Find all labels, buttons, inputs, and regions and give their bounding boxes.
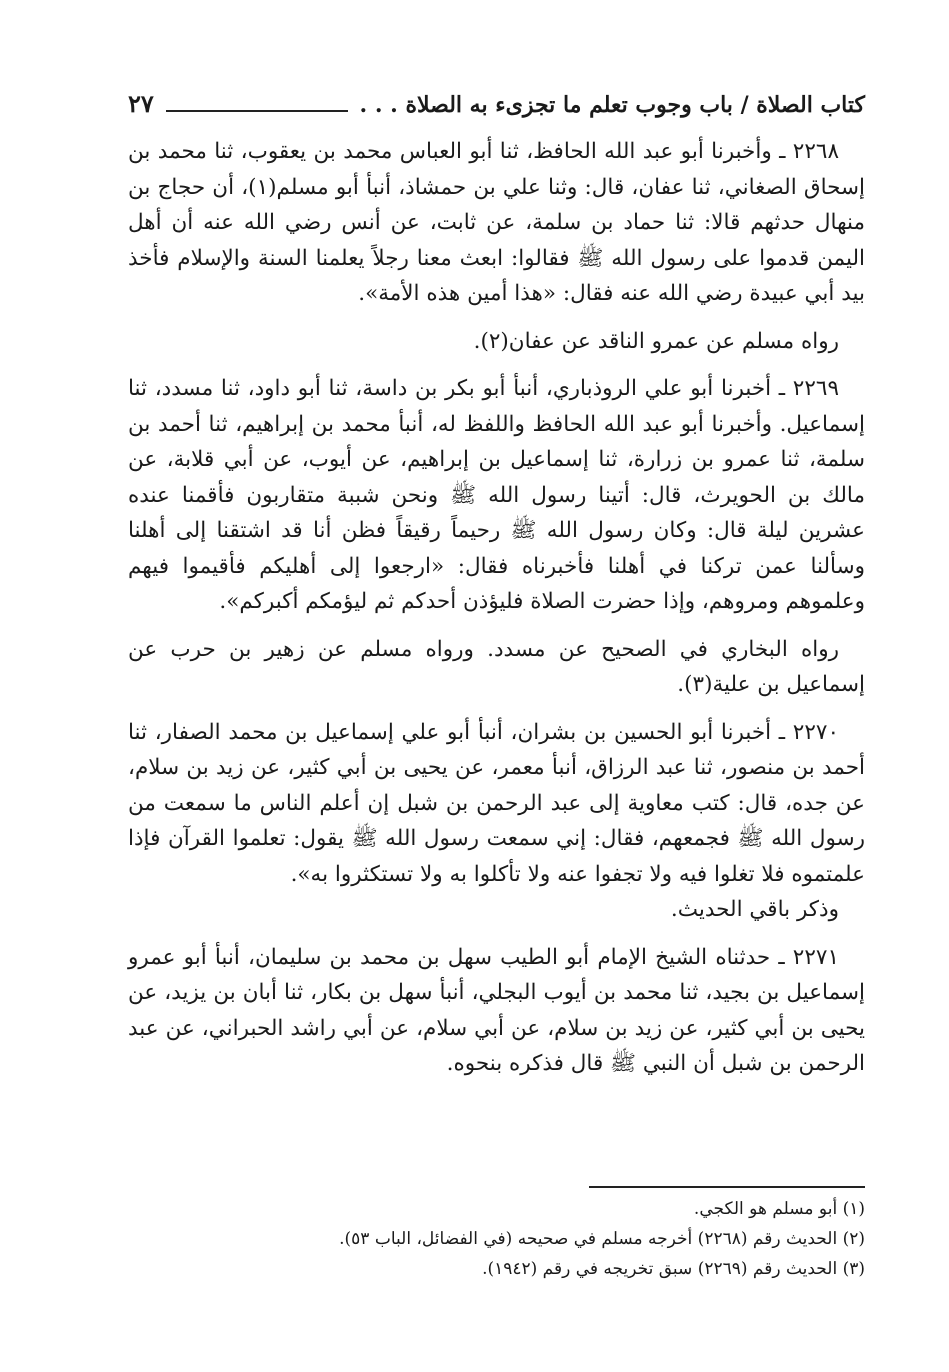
page-number: ٢٧: [128, 89, 154, 118]
hadith-2268: ٢٢٦٨ ـ وأخبرنا أبو عبد الله الحافظ، ثنا أبو العباس محمد بن يعقوب، ثنا محمد بن إسحاق الصغاني، ثنا عفان، قال: وثنا علي بن حمشاذ، أنبأ أبو مسلم(١)، أن حجاج بن منهال حدثهم قالا: ثنا حماد بن سلمة، عن ثابت، عن أنس رضي الله عنه أن أهل اليمن قدموا على رسول الله ﷺ فقالوا: ابعث معنا رجلاً يعلمنا السنة والإسلام فأخذ بيد أبي عبيدة رضي الله عنه فقال: «هذا أمين هذه الأمة».: [128, 139, 865, 306]
header-rule: [166, 110, 348, 112]
main-text: [128, 134, 865, 1094]
running-header: [128, 82, 865, 118]
hadith-2269: ٢٢٦٩ ـ أخبرنا أبو علي الروذباري، أنبأ أبو بكر بن داسة، ثنا أبو داود، ثنا مسدد، ثنا إسماعيل. وأخبرنا أبو عبد الله الحافظ واللفظ له، أنبأ محمد بن إبراهيم، ثنا أحمد بن سلمة، ثنا عمرو بن زرارة، ثنا إسماعيل بن إبراهيم، عن أيوب، عن أبي قلابة، عن مالك بن الحويرث، قال: أتينا رسول الله ﷺ ونحن شببة متقاربون فأقمنا عنده عشرين ليلة قال: وكان رسول الله ﷺ رحيماً رقيقاً فظن أنا قد اشتقنا إلى أهلنا وسألنا عمن تركنا في أهلنا فأخبرناه فقال: «ارجعوا إلى أهليكم فأقيموا فيهم وعلموهم ومروهم، وإذا حضرت الصلاة فليؤذن أحدكم ثم ليؤمكم أكبركم».: [128, 376, 865, 614]
footnote-1: (١) أبو مسلم هو الكجي.: [693, 1199, 865, 1219]
footnotes: [128, 1194, 865, 1284]
hadith-2270: ٢٢٧٠ ـ أخبرنا أبو الحسين بن بشران، أنبأ أبو علي إسماعيل بن محمد الصفار، ثنا أحمد بن منصور، ثنا عبد الرزاق، أنبأ معمر، عن يحيى بن أبي كثير، عن زيد بن سلام، عن جده، قال: كتب معاوية إلى عبد الرحمن بن شبل إن أعلم الناس ما سمعت من رسول الله ﷺ فجمعهم، فقال: إني سمعت رسول الله ﷺ يقول: تعلموا القرآن فإذا علمتموه فلا تغلوا فيه ولا تجفوا عنه ولا تأكلوا به ولا تستكثروا به».: [128, 719, 865, 887]
narration-note-2: رواه البخاري في الصحيح عن مسدد. ورواه مسلم عن زهير بن حرب عن إسماعيل بن علية(٣).: [128, 636, 865, 697]
footnote-2: (٢) الحديث رقم (٢٢٦٨) أخرجه مسلم في صحيحه (في الفضائل، الباب ٥٣).: [339, 1229, 865, 1249]
footnote-3: (٣) الحديث رقم (٢٢٦٩) سبق تخريجه في رقم (١٩٤٢).: [482, 1259, 865, 1279]
narration-note-1: رواه مسلم عن عمرو الناقد عن عفان(٢).: [473, 328, 839, 354]
hadith-2271: ٢٢٧١ ـ حدثناه الشيخ الإمام أبو الطيب سهل بن محمد بن سليمان، أنبأ أبو عمرو إسماعيل بن بجيد، ثنا محمد بن أيوب البجلي، أنبأ سهل بن بكار، ثنا أبان بن يزيد، عن يحيى بن أبي كثير، عن زيد بن سلام، عن أبي سلام، عن أبي راشد الحبراني، عن عبد الرحمن بن شبل أن النبي ﷺ قال فذكره بنحوه.: [128, 944, 865, 1076]
footnote-separator: [589, 1186, 865, 1188]
narration-note-3: وذكر باقي الحديث.: [670, 897, 839, 922]
chapter-title: كتاب الصلاة / باب وجوب تعلم ما تجزىء به الصلاة . . .: [359, 92, 865, 118]
